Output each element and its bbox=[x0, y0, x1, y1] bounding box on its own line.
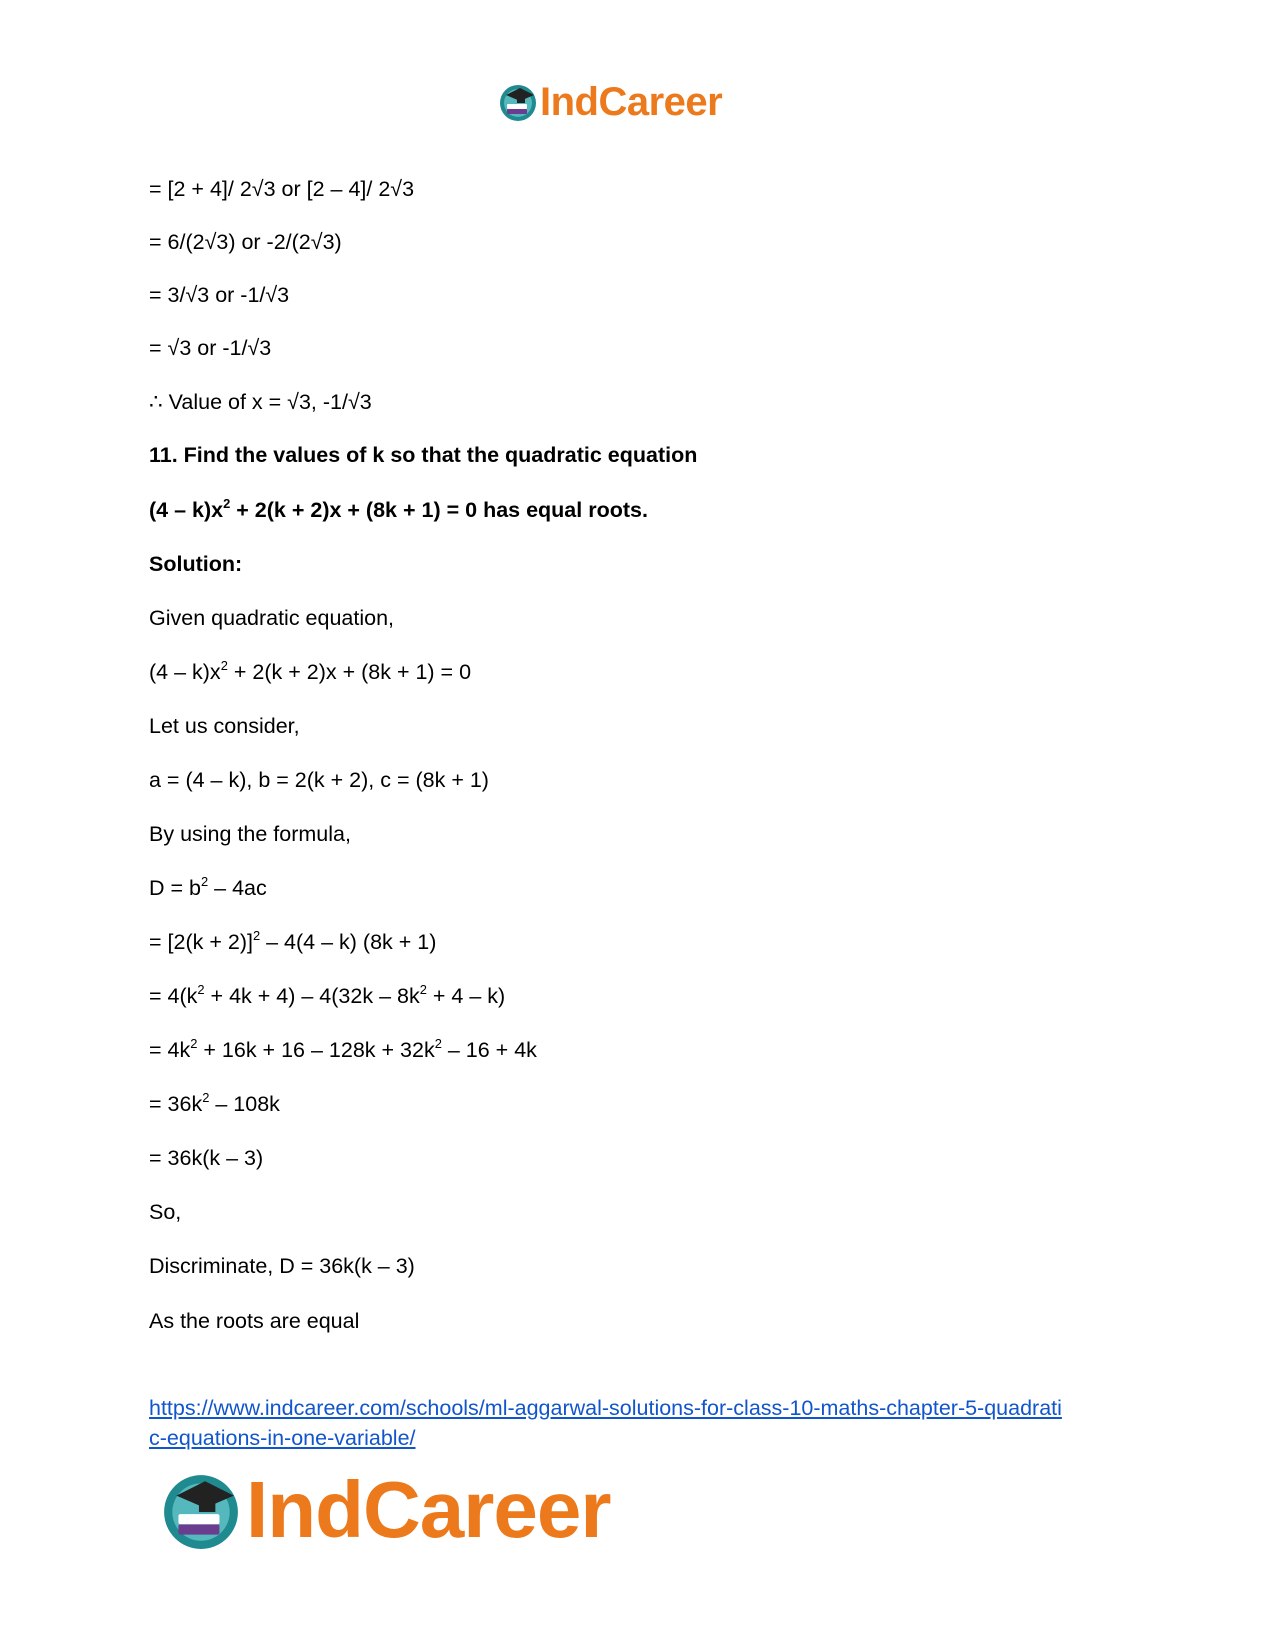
text-line: By using the formula, bbox=[149, 822, 351, 846]
source-link-line-1: https://www.indcareer.com/schools/ml-aggarwal-solutions-for-class-10-maths-chapter-5-quadrati bbox=[149, 1396, 1062, 1420]
text-line: Given quadratic equation, bbox=[149, 606, 395, 630]
header-logo-text: IndCareer bbox=[540, 79, 723, 124]
formula-line: $D = b^2 - 4ac$ bbox=[149, 873, 267, 900]
header-logo bbox=[498, 78, 722, 126]
footer-logo-text: IndCareer bbox=[246, 1465, 611, 1554]
source-link[interactable] bbox=[149, 1393, 1139, 1453]
text-line: So, bbox=[149, 1200, 182, 1224]
step-line: = $36k^2 - 108k$ bbox=[149, 1089, 280, 1116]
step-line: = 3/√3 or -1/√3 bbox=[149, 283, 290, 307]
footer-logo bbox=[160, 1465, 610, 1555]
equation-line: $(4 - k)x^2 + 2(k + 2)x + (8k + 1) = 0$ bbox=[149, 657, 472, 684]
graduation-globe-icon bbox=[160, 1469, 242, 1551]
step-line: = √3 or -1/√3 bbox=[149, 336, 272, 360]
step-line: = 6/(2√3) or -2/(2√3) bbox=[149, 230, 342, 254]
text-line: Discriminate, D = 36k(k – 3) bbox=[149, 1254, 415, 1278]
result-line: ∴ Value of x = √3, -1/√3 bbox=[149, 390, 372, 414]
coefficients-line: a = (4 – k), b = 2(k + 2), c = (8k + 1) bbox=[149, 768, 489, 792]
text-line: As the roots are equal bbox=[149, 1309, 360, 1333]
step-line: = [2 + 4]/ 2√3 or [2 – 4]/ 2√3 bbox=[149, 177, 415, 201]
text-line: Let us consider, bbox=[149, 714, 300, 738]
question-heading: 11. Find the values of k so that the quadratic equation bbox=[149, 443, 698, 467]
step-line: = $4k^2 + 16k + 16 - 128k + 32k^2 - 16 + 4k$ bbox=[149, 1035, 537, 1062]
question-equation: $(4 - k)x^2 + 2(k + 2)x + (8k + 1) = 0$ has equal roots. bbox=[149, 495, 648, 522]
step-line: = $4(k^2 + 4k + 4) - 4(32k - 8k^2 + 4 - k)$ bbox=[149, 981, 506, 1008]
step-line: = $[2(k + 2)]^2 - 4(4 - k)$ (8k + 1) bbox=[149, 927, 437, 954]
graduation-globe-icon bbox=[498, 82, 538, 122]
step-line: = 36k(k – 3) bbox=[149, 1146, 264, 1170]
source-link-line-2: c-equations-in-one-variable/ bbox=[149, 1426, 416, 1450]
solution-heading: Solution: bbox=[149, 552, 243, 576]
